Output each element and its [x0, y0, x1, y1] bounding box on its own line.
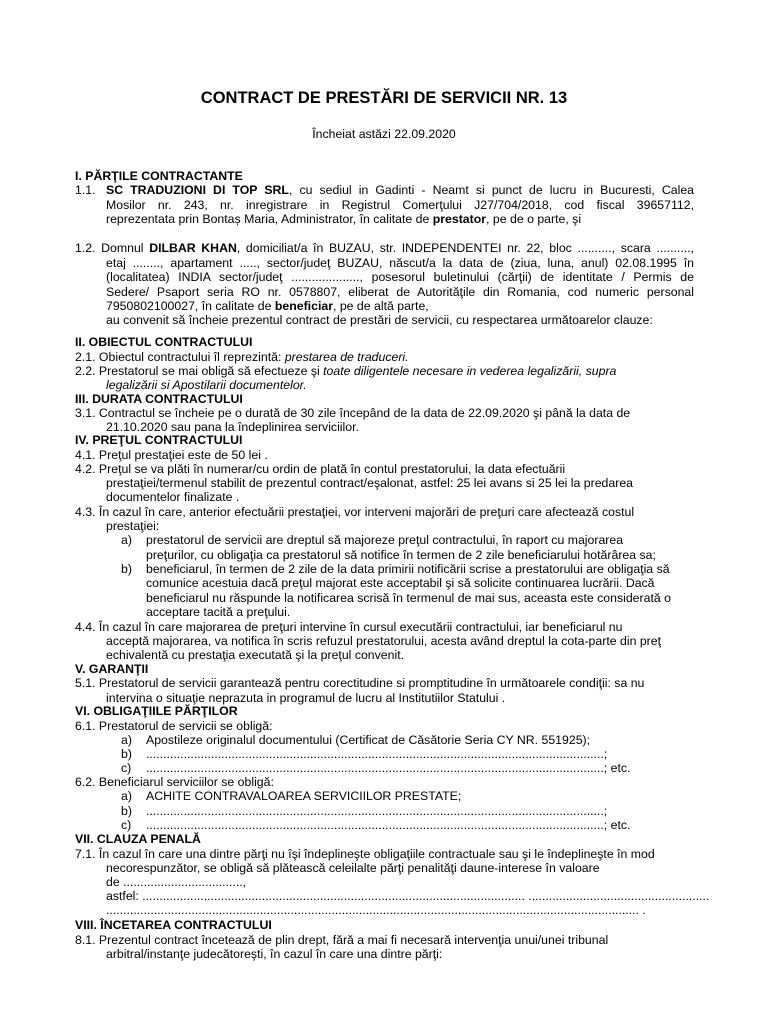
clause-6-2-b-blank: ......................................................................................................................................; [146, 804, 608, 818]
list-label-b: b) [121, 804, 132, 818]
clause-7-1-line-1: 7.1. În cazul în care una dintre părţi nu îşi îndeplineşte obligaţiile contractuale sau şi le îndeplineşte în mod [75, 847, 655, 861]
list-label-a: a) [121, 533, 132, 547]
section-4-heading: IV. PREŢUL CONTRACTULUI [75, 433, 243, 447]
clause-1-1-line-1: SC TRADUZIONI DI TOP SRL, cu sediul in Gadinti - Neamt si punct de lucru in Bucuresti, Calea [106, 183, 695, 197]
clause-7-1-line-2: necorespunzător, se obligă să plătească celeilalte părţi penalităţi daune-interese în valoare [106, 861, 600, 875]
section-3-heading: III. DURATA CONTRACTULUI [75, 392, 243, 406]
prestator-name: SC TRADUZIONI DI TOP SRL [106, 183, 289, 197]
clause-6-1-b-blank: ......................................................................................................................................; [146, 747, 608, 761]
clause-4-2-line-3: documentelor finalizate . [106, 490, 240, 504]
section-1-heading: I. PĂRŢILE CONTRACTANTE [75, 169, 243, 183]
section-8-heading: VIII. ÎNCETAREA CONTRACTULUI [75, 918, 272, 932]
section-6-heading: VI. OBLIGAŢIILE PĂRŢILOR [75, 704, 238, 718]
clause-5-1-line-1: 5.1. Prestatorul de servicii garantează pentru corectitudine si promptitudine în următoarele condiţii: sa nu [75, 676, 645, 690]
clause-6-2-c-blank: ......................................................................................................................................; etc. [146, 818, 631, 832]
document-title: CONTRACT DE PRESTĂRI DE SERVICII NR. 13 [200, 89, 568, 107]
clause-7-1-line-5: ............................................................................................................................................................ . [106, 903, 646, 917]
clause-7-1-line-3: de ..................................., [106, 875, 247, 889]
clause-4-4-line-3: echivalentă cu prestaţia executată şi la preţul convenit. [106, 648, 405, 662]
clause-4-2-line-2: prestaţiei/termenul stabilit de prezentul contract/eşalonat, astfel: 25 lei avans si 25 lei la predarea [106, 476, 634, 490]
section-2-heading: II. OBIECTUL CONTRACTULUI [75, 335, 253, 349]
list-label-a: a) [121, 789, 132, 803]
list-label-b: b) [121, 562, 132, 576]
clause-8-1-line-2: arbitral/instanţe judecătoreşti, în cazul în care una dintre părţi: [106, 947, 443, 961]
clause-5-1-line-2: intervina o situaţie neprazuta in programul de lucru al Institutiilor Statului . [106, 691, 506, 705]
beneficiar-name: DILBAR KHAN [149, 241, 237, 255]
section-7-heading: VII. CLAUZA PENALĂ [75, 832, 201, 846]
clause-1-1-line-3: reprezentata prin Bontaș Maria, Administrator, în calitate de prestator, pe de o parte, şi [106, 212, 582, 226]
clause-8-1-line-1: 8.1. Prezentul contract încetează de plin drept, fără a mai fi necesară intervenţia unui/unei tribunal [75, 933, 609, 947]
clause-1-1-line-2: Mosilor nr. 243, nr. inregistrare in Registrul Comerţului J27/704/2018, cod fiscal 39657112, [106, 198, 694, 212]
clause-4-3-line-1: 4.3. În cazul în care, anterior efectuării prestaţiei, vor interveni majorări de preţuri care afectează costul [75, 505, 635, 519]
clause-1-1-number: 1.1. [75, 183, 96, 197]
clause-2-2-line-1: 2.2. Prestatorul se mai obligă să efectueze şi toate diligentele necesare in vederea legalizării, supra [75, 364, 617, 378]
clause-4-2-line-1: 4.2. Preţul se va plăti în numerar/cu ordin de plată în contul prestatorului, la data efectuării [75, 462, 566, 476]
clause-4-4-line-2: acceptă majorarea, va notifica în scris refuzul prestatorului, acesta având dreptul la cota-parte din preţ [106, 634, 662, 648]
clause-4-4-line-1: 4.4. În cazul în care majorarea de preţuri intervine în cursul executării contractului, iar beneficiarul nu [75, 620, 623, 634]
clause-1-2-line-4: Sedere/ Psaport seria RO nr. 0578807, eliberat de Autorităţile din Romania, cod numeric personal [106, 285, 694, 299]
clause-6-2-a: ACHITE CONTRAVALOAREA SERVICIILOR PRESTATE; [146, 789, 462, 803]
clause-4-1: 4.1. Preţul prestaţiei este de 50 lei . [75, 448, 268, 462]
clause-6-1: 6.1. Prestatorul de servicii se obligă: [75, 719, 273, 733]
document-date: Încheiat astăzi 22.09.2020 [312, 127, 456, 141]
clause-4-3-line-2: prestaţiei: [106, 519, 160, 533]
clause-4-3-b-line-1: beneficiarul, în termen de 2 zile de la data primirii notificării scrise a prestatorului are obligaţia să [146, 562, 670, 576]
clause-3-1-line-1: 3.1. Contractul se încheie pe o durată de 30 zile începând de la data de 22.09.2020 şi până la data de [75, 406, 631, 420]
clause-1-2-line-1: 1.2. Domnul DILBAR KHAN, domiciliat/a în BUZAU, str. INDEPENDENTEI nr. 22, bloc .........., scara .........., [75, 241, 694, 255]
clause-6-1-a: Apostileze originalul documentului (Certificat de Căsătorie Seria CY NR. 551925); [146, 733, 591, 747]
clause-3-1-line-2: 21.10.2020 sau pana la îndeplinirea serviciilor. [106, 420, 359, 434]
clause-1-2-line-3: (localitatea) INDIA sector/judeţ ...................., posesorul buletinului (cărţii) de identitate / Permis de [106, 270, 694, 284]
clause-4-3-a-line-1: prestatorul de servicii are dreptul să majoreze preţul contractului, în raport cu majorarea [146, 533, 624, 547]
clause-4-3-a-line-2: preţurilor, cu obligaţia ca prestatorul să notifice în termen de 2 zile beneficiarului hotărârea sa; [146, 548, 656, 562]
clause-6-2: 6.2. Beneficiarul serviciilor se obligă: [75, 775, 274, 789]
clause-2-1: 2.1. Obiectul contractului îl reprezintă: prestarea de traduceri. [75, 350, 409, 364]
section-5-heading: V. GARANŢII [75, 662, 149, 676]
clause-6-1-c-blank: ......................................................................................................................................; etc. [146, 761, 631, 775]
list-label-b: b) [121, 747, 132, 761]
clause-7-1-line-4: astfel: ................................................................................................................ ..................................................... [106, 889, 710, 903]
clause-2-2-line-2: legalizării si Apostilarii documentelor. [106, 378, 307, 392]
clause-1-2-line-2: etaj ........, apartament ....., sector/judeţ BUZAU, născut/a la data de (ziua, luna, anul) 02.08.1995 în [106, 256, 694, 270]
clause-1-2-line-5: 7950802100027, în calitate de beneficiar, pe de altă parte, [106, 299, 429, 313]
clause-4-3-b-line-2: comunice acestuia dacă preţul majorat este acceptabil şi să solicite continuarea lucrării. Dacă [146, 576, 655, 590]
clause-4-3-b-line-3: beneficiarul nu răspunde la notificarea scrisă în termenul de mai sus, aceasta este considerată o [146, 591, 671, 605]
clause-1-2-line-6: au convenit să încheie prezentul contract de prestări de servicii, cu respectarea următoarelor clauze: [106, 313, 653, 327]
list-label-c: c) [121, 761, 132, 775]
clause-4-3-b-line-4: acceptare tacită a preţului. [146, 605, 291, 619]
list-label-c: c) [121, 818, 132, 832]
list-label-a: a) [121, 733, 132, 747]
